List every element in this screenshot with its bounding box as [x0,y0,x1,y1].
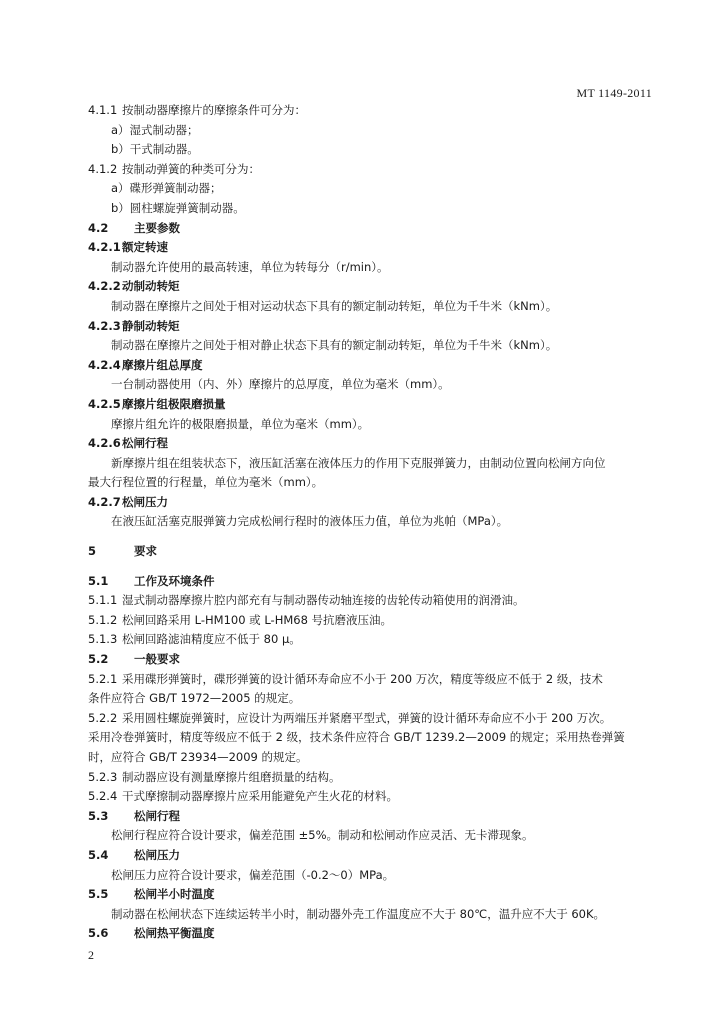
paragraph-line [88,121,656,141]
clause-4-1-2 [88,160,656,180]
clause-number: 5.5 [88,887,109,902]
clause-5-1-1 [88,591,656,611]
clause-5-6 [88,924,656,944]
clause-heading: 工作及环境条件 [134,573,215,588]
clause-5-2 [88,650,656,670]
clause-number: 5.2.2 [88,710,118,725]
clause-number: 4.2.7 [88,494,121,509]
clause-number: 5.2.4 [88,789,118,804]
clause-5-2-1 [88,670,656,690]
clause-text: 松闸行程应符合设计要求，偏差范围 ±5%。制动和松闸动作应灵活、无卡滞现象。 [111,828,534,843]
clause-number: 4.2.3 [88,318,121,333]
clause-text: 采用冷卷弹簧时，精度等级应不低于 2 级，技术条件应符合 GB/T 1239.2—2009 的规定；采用热卷弹簧 [88,730,625,745]
clause-number: 4.2.5 [88,396,121,411]
paragraph-line [88,140,656,160]
clause-text: 一台制动器使用（内、外）摩擦片的总厚度，单位为毫米（mm）。 [111,377,450,392]
clause-number: 5.2.3 [88,769,118,784]
clause-heading: 松闸半小时温度 [134,887,215,902]
clause-text: 制动器应设有测量摩擦片组磨损量的结构。 [122,769,341,784]
clause-text: b）圆柱螺旋弹簧制动器。 [111,200,245,215]
paragraph-line [88,748,656,768]
clause-text: 制动器在摩擦片之间处于相对运动状态下具有的额定制动转矩，单位为千牛米（kNm）。 [111,298,558,313]
clause-4-2-5 [88,395,656,415]
clause-4-2-7 [88,493,656,513]
clause-4-1-1 [88,101,656,121]
clause-text: 制动器在松闸状态下连续运转半小时，制动器外壳工作温度应不大于 80℃，温升应不大于 60K。 [111,906,606,921]
clause-text: 采用圆柱螺旋弹簧时，应设计为两端压并紧磨平型式，弹簧的设计循环寿命应不小于 200 万次。 [122,710,612,725]
clause-heading: 松闸行程 [134,808,180,823]
paragraph-line [88,415,656,435]
clause-5-2-3 [88,768,656,788]
paragraph-line [88,336,656,356]
clause-text: 松闸压力应符合设计要求，偏差范围（-0.2～0）MPa。 [111,867,395,882]
page-number: 2 [88,948,94,962]
clause-text: 摩擦片组允许的极限磨损量，单位为毫米（mm）。 [111,416,370,431]
paragraph-line [88,473,656,493]
clause-text: 采用碟形弹簧时，碟形弹簧的设计循环寿命应不小于 200 万次，精度等级应不低于 2 级，技术 [122,671,603,686]
paragraph-line [88,905,656,925]
clause-number: 4.2 [88,220,109,235]
clause-text: 制动器在摩擦片之间处于相对静止状态下具有的额定制动转矩，单位为千牛米（kNm）。 [111,338,558,353]
clause-number: 4.2.2 [88,279,121,294]
clause-5 [88,542,656,562]
clause-heading: 松闸热平衡温度 [134,926,215,941]
clause-heading: 额定转速 [122,240,168,255]
clause-text: 松闸回路滤油精度应不低于 80 μ。 [122,632,301,647]
clause-4-2-1 [88,238,656,258]
clause-heading: 静制动转矩 [122,318,180,333]
clause-number: 5.1.2 [88,612,118,627]
paragraph-line [88,179,656,199]
clause-heading: 要求 [134,544,157,559]
clause-text: 制动器允许使用的最高转速，单位为转每分（r/min）。 [111,259,389,274]
clause-text: b）干式制动器。 [111,142,199,157]
clause-4-2-3 [88,317,656,337]
clause-number: 4.2.4 [88,357,121,372]
clause-number: 4.1.1 [88,103,118,117]
clause-4-2-2 [88,277,656,297]
clause-text: 按制动器摩擦片的摩擦条件可分为： [122,103,306,117]
clause-5-5 [88,885,656,905]
paragraph-line [88,454,656,474]
clause-text: 湿式制动器摩擦片腔内部充有与制动器传动轴连接的齿轮传动箱使用的润滑油。 [122,593,525,608]
clause-5-1 [88,572,656,592]
standard-number: MT 1149-2011 [576,86,652,100]
clause-heading: 松闸压力 [134,847,180,862]
clause-number: 4.2.1 [88,240,121,255]
paragraph-line [88,689,656,709]
paragraph-line [88,826,656,846]
clause-heading: 主要参数 [134,220,180,235]
clause-4-2-4 [88,356,656,376]
clause-number: 5.2 [88,652,109,667]
clause-5-2-2 [88,709,656,729]
clause-number: 5.1 [88,573,109,588]
clause-heading: 摩擦片组极限磨损量 [122,396,226,411]
clause-text: 最大行程位置的行程量，单位为毫米（mm）。 [88,475,324,490]
clause-number: 4.2.6 [88,436,121,451]
paragraph-line [88,199,656,219]
clause-5-4 [88,846,656,866]
clause-text: 时，应符合 GB/T 23934—2009 的规定。 [88,750,308,764]
paragraph-line [88,297,656,317]
paragraph-line [88,728,656,748]
clause-5-2-4 [88,787,656,807]
paragraph-line [88,258,656,278]
clause-5-3 [88,807,656,827]
clause-number: 4.1.2 [88,161,118,176]
clause-text: 新摩擦片组在组装状态下，液压缸活塞在液体压力的作用下克服弹簧力，由制动位置向松闸方向位 [111,455,606,470]
clause-heading: 一般要求 [134,652,180,667]
clause-number: 5.6 [88,926,109,941]
clause-text: 松闸回路采用 L-HM100 或 L-HM68 号抗磨液压油。 [122,612,393,627]
paragraph-line [88,866,656,886]
clause-number: 5.1.1 [88,593,118,608]
clause-4-2 [88,219,656,239]
clause-text: 干式摩擦制动器摩擦片应采用能避免产生火花的材料。 [122,789,398,804]
document-body [88,101,656,944]
clause-heading: 松闸压力 [122,494,168,509]
clause-text: 条件应符合 GB/T 1972—2005 的规定。 [88,691,301,706]
clause-heading: 松闸行程 [122,436,168,451]
clause-5-1-3 [88,630,656,650]
clause-number: 5.1.3 [88,632,118,647]
paragraph-line [88,512,656,532]
clause-text: 按制动弹簧的种类可分为： [122,161,260,176]
clause-5-1-2 [88,611,656,631]
clause-text: 在液压缸活塞克服弹簧力完成松闸行程时的液体压力值，单位为兆帕（MPa）。 [111,514,509,529]
clause-number: 5 [88,544,97,559]
clause-heading: 摩擦片组总厚度 [122,357,203,372]
paragraph-line [88,375,656,395]
clause-text: a）碟形弹簧制动器； [111,181,222,196]
clause-number: 5.2.1 [88,671,118,686]
clause-number: 5.4 [88,847,109,862]
clause-number: 5.3 [88,808,109,823]
clause-4-2-6 [88,434,656,454]
clause-heading: 动制动转矩 [122,279,180,294]
clause-text: a）湿式制动器； [111,122,199,137]
